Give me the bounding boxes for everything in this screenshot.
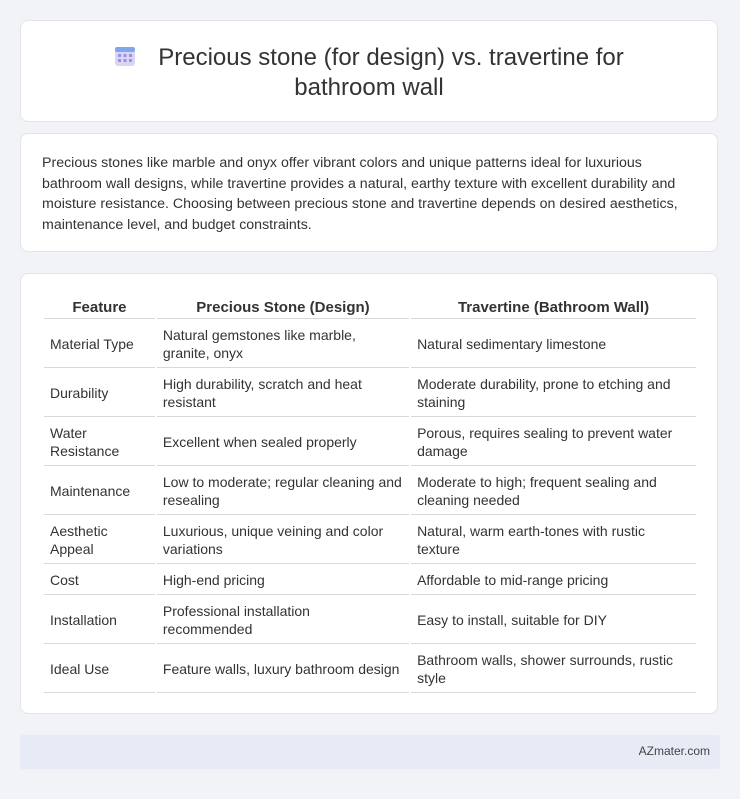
table-row bbox=[44, 320, 696, 368]
calendar-grid-icon bbox=[114, 45, 136, 67]
title-wrap bbox=[21, 43, 717, 103]
feature-cell: Durability bbox=[44, 369, 155, 417]
intro-paragraph: Precious stones like marble and onyx offer vibrant colors and unique patterns ideal for luxurious bathroom wall designs, while travertine provides a natural, earthy texture with excellent durability and moisture resistance. Choosing between precious stone and travertine depends on desired aesthetics, maintenance level, and budget constraints. bbox=[42, 155, 678, 233]
travertine-cell: Affordable to mid-range pricing bbox=[411, 565, 696, 595]
precious-stone-cell: Excellent when sealed properly bbox=[157, 418, 409, 466]
comparison-card bbox=[20, 273, 718, 714]
table-row bbox=[44, 467, 696, 515]
feature-cell: Installation bbox=[44, 596, 155, 644]
travertine-cell: Natural sedimentary limestone bbox=[411, 320, 696, 368]
precious-stone-cell: Natural gemstones like marble, granite, onyx bbox=[157, 320, 409, 368]
travertine-cell: Moderate to high; frequent sealing and cleaning needed bbox=[411, 467, 696, 515]
feature-cell: Ideal Use bbox=[44, 645, 155, 693]
header-feature: Feature bbox=[44, 296, 155, 319]
feature-cell: Water Resistance bbox=[44, 418, 155, 466]
feature-cell: Cost bbox=[44, 565, 155, 595]
footer-site-label[interactable]: AZmater.com bbox=[638, 744, 710, 758]
table-header-row bbox=[44, 296, 696, 319]
footer-bar bbox=[20, 735, 720, 769]
table-row bbox=[44, 565, 696, 595]
travertine-cell: Easy to install, suitable for DIY bbox=[411, 596, 696, 644]
feature-cell: Material Type bbox=[44, 320, 155, 368]
table-row bbox=[44, 596, 696, 644]
travertine-cell: Bathroom walls, shower surrounds, rustic style bbox=[411, 645, 696, 693]
feature-cell: Maintenance bbox=[44, 467, 155, 515]
precious-stone-cell: Luxurious, unique veining and color variations bbox=[157, 516, 409, 564]
precious-stone-cell: Feature walls, luxury bathroom design bbox=[157, 645, 409, 693]
table-row bbox=[44, 516, 696, 564]
travertine-cell: Porous, requires sealing to prevent water damage bbox=[411, 418, 696, 466]
precious-stone-cell: High-end pricing bbox=[157, 565, 409, 595]
table-row bbox=[44, 645, 696, 693]
intro-card bbox=[20, 133, 718, 252]
table-row bbox=[44, 369, 696, 417]
title-card bbox=[20, 20, 718, 122]
travertine-cell: Moderate durability, prone to etching and staining bbox=[411, 369, 696, 417]
comparison-table bbox=[42, 295, 698, 694]
feature-cell: Aesthetic Appeal bbox=[44, 516, 155, 564]
precious-stone-cell: High durability, scratch and heat resistant bbox=[157, 369, 409, 417]
precious-stone-cell: Low to moderate; regular cleaning and resealing bbox=[157, 467, 409, 515]
table-row bbox=[44, 418, 696, 466]
precious-stone-cell: Professional installation recommended bbox=[157, 596, 409, 644]
travertine-cell: Natural, warm earth-tones with rustic texture bbox=[411, 516, 696, 564]
header-precious-stone: Precious Stone (Design) bbox=[157, 296, 409, 319]
page-title: Precious stone (for design) vs. travertine for bathroom wall bbox=[158, 44, 624, 101]
header-travertine: Travertine (Bathroom Wall) bbox=[411, 296, 696, 319]
